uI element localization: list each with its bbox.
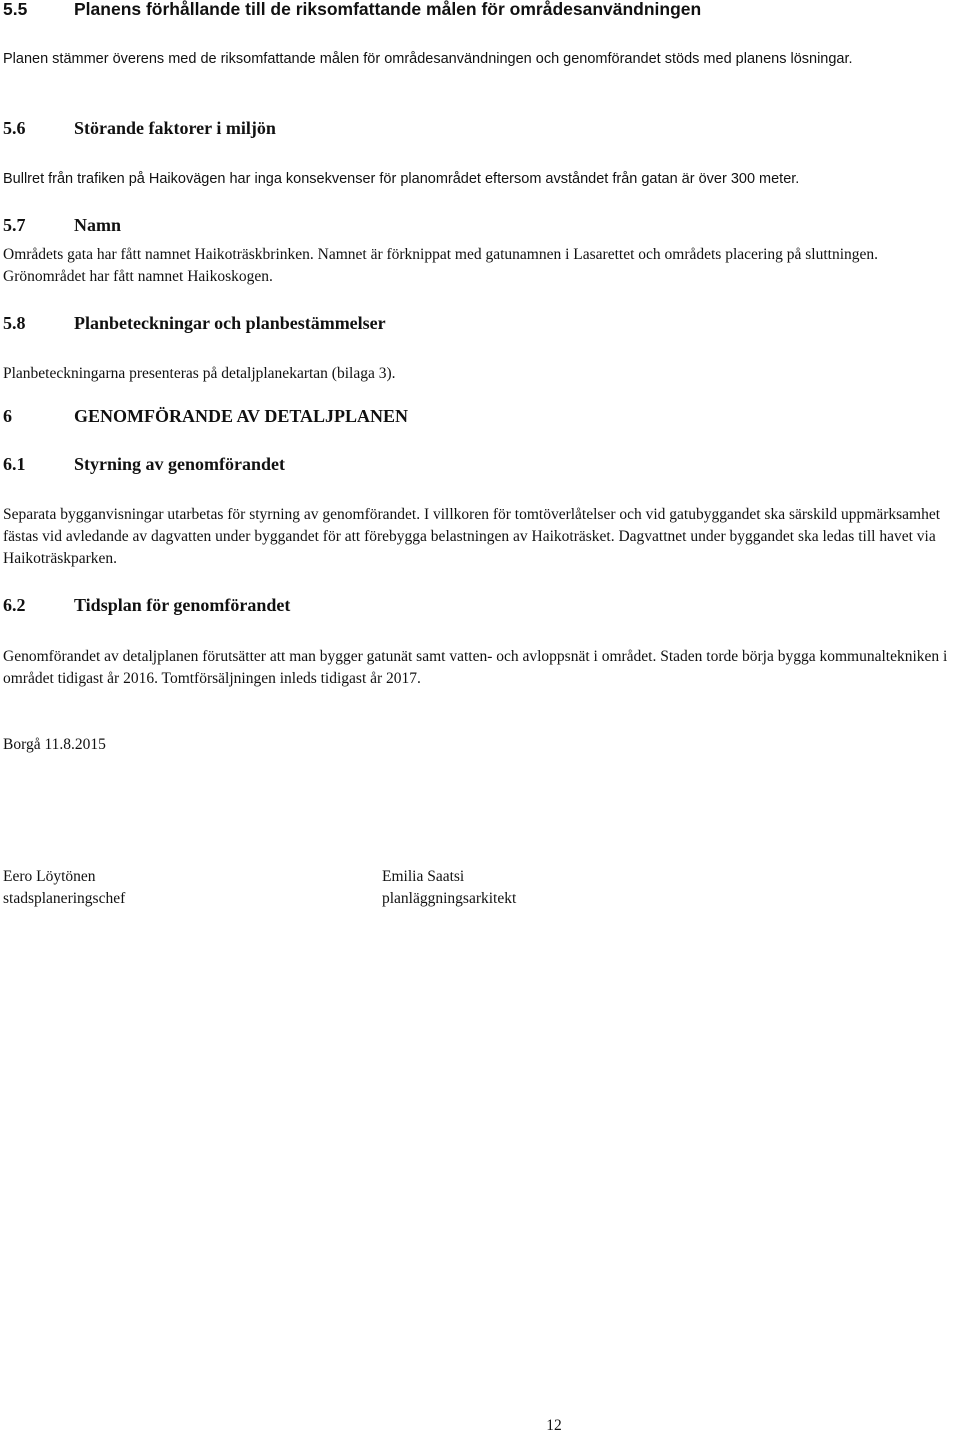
- section-title: Tidsplan för genomförandet: [74, 595, 291, 615]
- section-body-6-1: Separata bygganvisningar utarbetas för styrning av genomförandet. I villkoren för tomtöverlåtelser och vid gatubyggandet ska särskild uppmärksamhet fästas vid avledande av dagvatten under byggandet för att förebygga belastningen av Haikoträsket. Dagvattnet under byggandet ska ledas till havet via Haikoträskparken.: [3, 506, 941, 567]
- section-number: 5.7: [3, 215, 26, 235]
- place-date: Borgå 11.8.2015: [3, 736, 106, 753]
- section-heading-5-5: [3, 0, 701, 20]
- section-body-5-8: Planbeteckningarna presenteras på detaljplanekartan (bilaga 3).: [3, 365, 396, 382]
- signatory-title: planläggningsarkitekt: [382, 890, 517, 907]
- section-number: 5.5: [3, 0, 28, 19]
- section-body-5-7: Områdets gata har fått namnet Haikoträskbrinken. Namnet är förknippat med gatunamnen i Lasarettet och områdets placering på sluttningen. Grönområdet har fått namnet Haikoskogen.: [3, 246, 879, 285]
- section-title: Störande faktorer i miljön: [74, 118, 276, 138]
- section-title: Styrning av genomförandet: [74, 454, 285, 474]
- signature-block-left: [3, 866, 125, 910]
- section-number: 6.1: [3, 454, 26, 474]
- section-body-5-6: Bullret från trafiken på Haikovägen har inga konsekvenser för planområdet eftersom avståndet från gatan är över 300 meter.: [3, 171, 800, 187]
- section-title: Namn: [74, 215, 122, 235]
- page-number: 12: [546, 1417, 562, 1434]
- section-body-5-5: Planen stämmer överens med de riksomfattande målen för områdesanvändningen och genomförandet stöds med planens lösningar.: [3, 51, 853, 67]
- signatory-name: Eero Löytönen: [3, 868, 96, 885]
- signatory-title: stadsplaneringschef: [3, 890, 126, 907]
- signature-block-right: [382, 866, 516, 910]
- section-number: 6: [3, 406, 12, 426]
- section-number: 5.6: [3, 118, 26, 138]
- section-body-6-2: Genomförandet av detaljplanen förutsätter att man bygger gatunät samt vatten- och avloppsnät i området. Staden torde börja bygga kommunaltekniken i området tidigast år 2016. Tomtförsäljningen inleds tidigast år 2017.: [3, 648, 948, 687]
- signatory-name: Emilia Saatsi: [382, 868, 465, 885]
- section-number: 5.8: [3, 313, 26, 333]
- section-number: 6.2: [3, 595, 26, 615]
- section-heading-5-7: [3, 214, 121, 236]
- section-heading-6-1: [3, 453, 285, 475]
- chapter-heading-6: [3, 405, 408, 427]
- section-heading-5-8: [3, 312, 386, 334]
- section-heading-6-2: [3, 594, 290, 616]
- section-title: Planens förhållande till de riksomfattande målen för områdesanvändningen: [74, 0, 702, 19]
- section-title: GENOMFÖRANDE AV DETALJPLANEN: [74, 406, 409, 426]
- section-heading-5-6: [3, 117, 276, 139]
- section-title: Planbeteckningar och planbestämmelser: [74, 313, 386, 333]
